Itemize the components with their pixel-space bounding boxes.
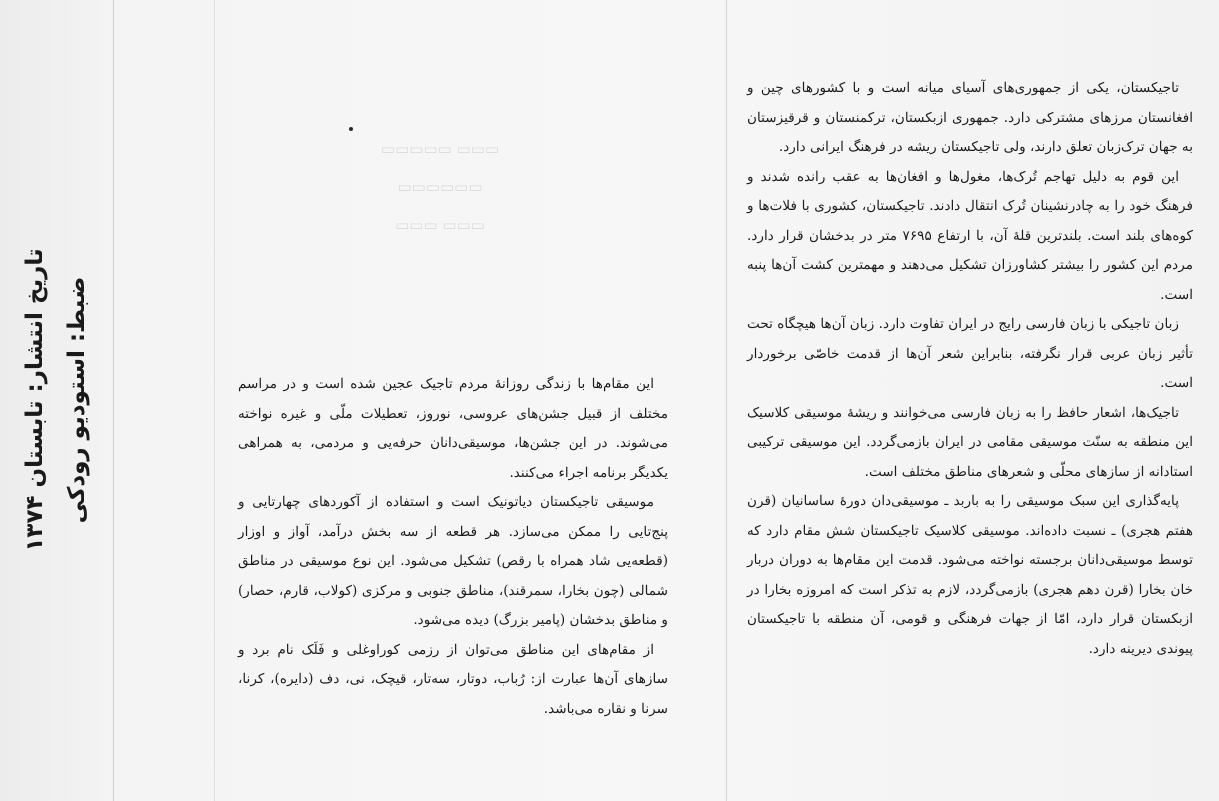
release-date: تاریخ انتشار: تابستان ۱۳۷۴ (22, 248, 48, 552)
right-text-column (747, 74, 1193, 664)
paragraph: تاجیک‌ها، اشعار حافظ را به زبان فارسی می‌خوانند و ریشهٔ موسیقی کلاسیک این منطقه به سنّت موسیقی مقامی در ایران بازمی‌گردد. این موسیقی ترکیبی استادانه از سازهای محلّی و شعرهای مناطق مختلف است. (747, 404, 1193, 480)
recording-studio: ضبط: استودیو رودکی (64, 276, 90, 524)
fold-line (214, 0, 215, 801)
fold-line (726, 0, 727, 801)
show-through-text: ▭▭▭ ▭▭▭▭▭ ▭▭▭▭▭▭ ▭▭▭ ▭▭▭ (380, 140, 500, 234)
spine-text (14, 248, 98, 551)
ink-dot (349, 127, 353, 131)
fold-line (113, 0, 114, 801)
paragraph: پایه‌گذاری این سبک موسیقی را به باربد ـ موسیقی‌دان دورهٔ ساسانیان (قرن هفتم هجری) ـ نسبت داده‌اند. موسیقی کلاسیک تاجیکستان شش مقام دارد که توسط موسیقی‌دانان برجسته نواخته می‌شود. قدمت این مقام‌ها به دوران دربار خان بخارا (قرن دهم هجری) بازمی‌گردد، لازم به تذکر است که امروزه بخارا در ازبکستان قرار دارد، امّا از جهات فرهنگی و قومی، آن منطقه با تاجیکستان پیوندی دیرینه دارد. (747, 493, 1193, 657)
paragraph: موسیقی تاجیکستان دیاتونیک است و استفاده از آکوردهای چهارتایی و پنج‌تایی را ممکن می‌سازد. هر قطعه از سه بخش درآمد، آواز و اوزار (قطعه‌یی شاد همراه با رقص) تشکیل می‌شود. این نوع موسیقی در مناطق شمالی (چون بخارا، سمرقند)، مناطق جنوبی و مرکزی (کولاب، قارم، حصار) و مناطق بدخشان (پامیر بزرگ) دیده می‌شود. (238, 494, 668, 628)
left-text-column (238, 370, 668, 724)
paragraph: تاجیکستان، یکی از جمهوری‌های آسیای میانه است و با کشورهای چین و افغانستان مرزهای مشترکی دارد. جمهوری ازبکستان، ترکمنستان و قرقیزستان به جهان ترک‌زبان تعلق دارند، ولی تاجیکستان ریشه در فرهنگ ایرانی دارد. (747, 80, 1193, 155)
paragraph: این قوم به دلیل تهاجم تُرک‌ها، مغول‌ها و افغان‌ها به عقب رانده شدند و فرهنگ خود را به چادرنشینان تُرک انتقال دادند. تاجیکستان، کشوری با فلات‌ها و کوه‌های بلند است. بلندترین قلهٔ آن، با ارتفاع ۷۶۹۵ متر در بدخشان قرار دارد. مردم این کشور را بیشتر کشاورزان تشکیل می‌دهند و مهمترین کشت آن‌ها پنبه است. (747, 168, 1193, 303)
paragraph: زبان تاجیکی با زبان فارسی رایج در ایران تفاوت دارد. زبان آن‌ها هیچگاه تحت تأثیر زبان عربی قرار نگرفته، بنابراین شعر آن‌ها از قدمت خاصّی برخوردار است. (747, 316, 1193, 391)
paragraph: از مقام‌های این مناطق می‌توان از رزمی کوراوغلی و فَلَک نام برد و سازهای آن‌ها عبارت از: رُباب، دوتار، سه‌تار، قیچک، نی، دف (دایره)، کرنا، سرنا و نقاره می‌باشد. (238, 641, 668, 717)
paragraph: این مقام‌ها با زندگی روزانهٔ مردم تاجیک عجین شده است و در مراسم مختلف از قبیل جشن‌های عروسی، نوروز، تعطیلات ملّی و غیره نواخته می‌شوند. در این جشن‌ها، موسیقی‌دانان حرفه‌یی و مردمی، به همراهی یکدیگر برنامه اجراء می‌کنند. (238, 376, 668, 481)
spine-panel (0, 0, 113, 801)
